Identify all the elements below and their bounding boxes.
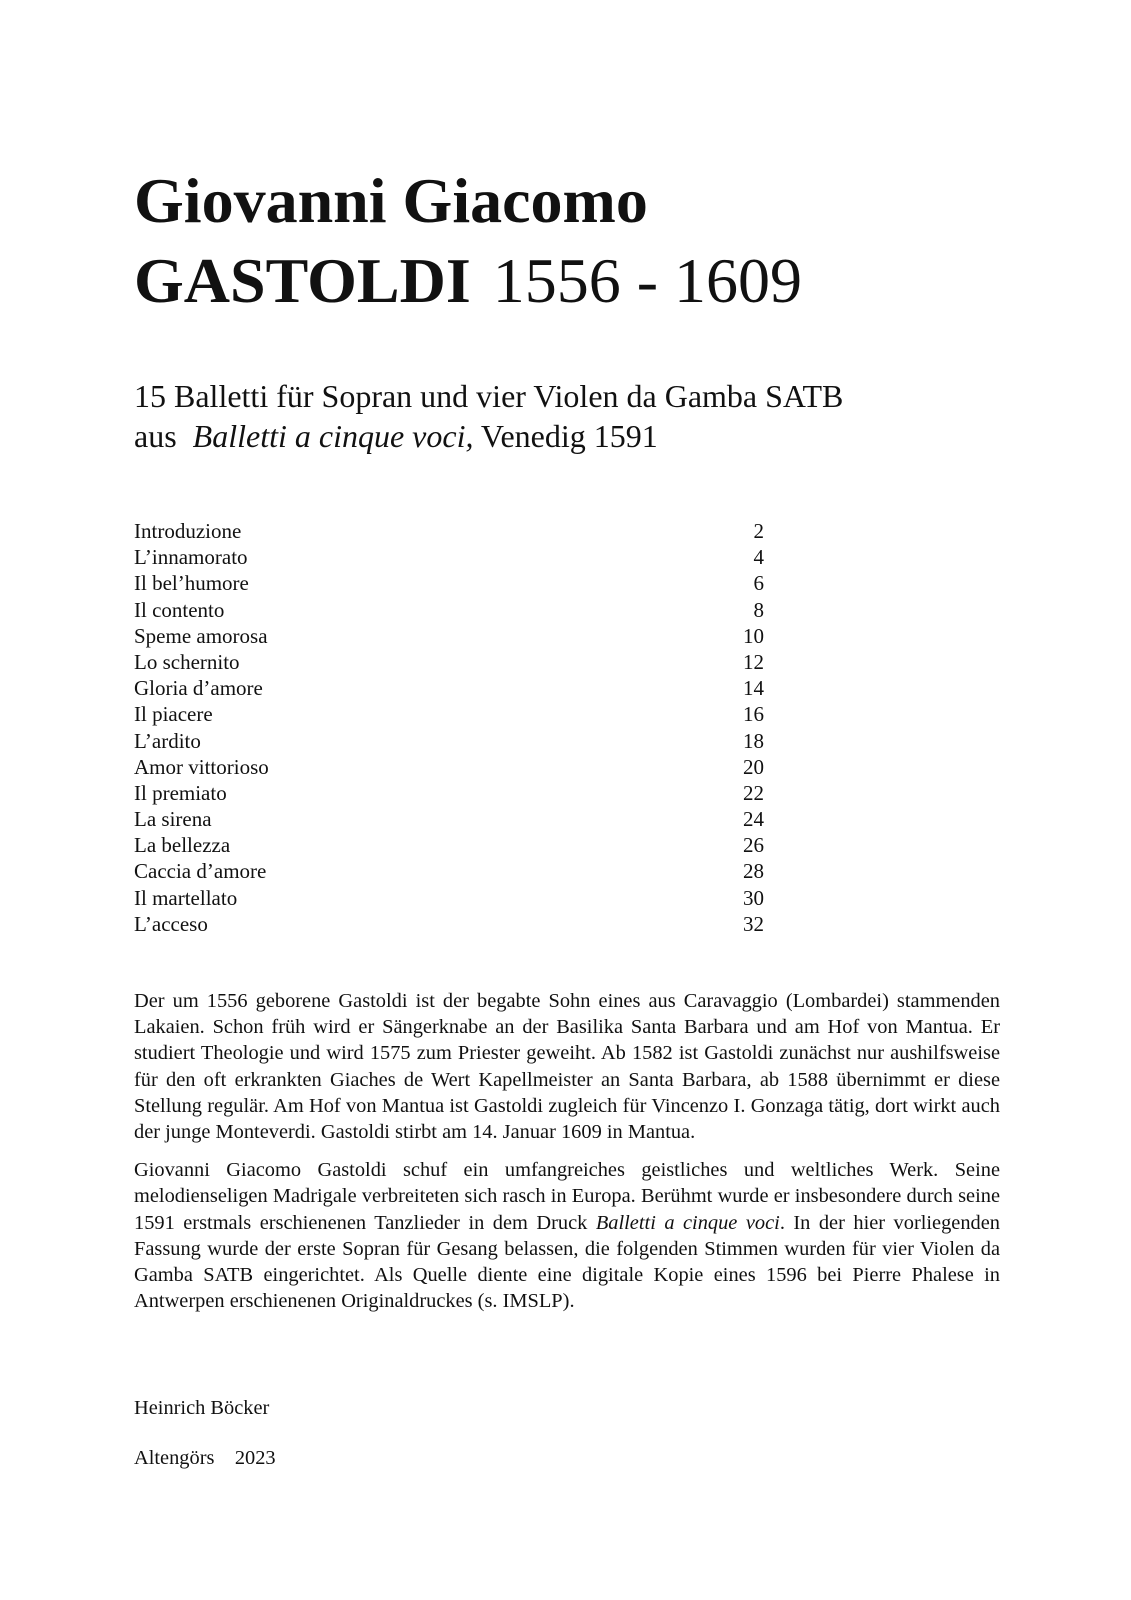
subtitle-suffix: Venedig 1591: [480, 418, 658, 454]
toc-entry-page: 16: [743, 702, 764, 727]
toc-entry: [134, 832, 764, 858]
toc-entry-title: L’acceso: [134, 911, 208, 936]
subtitle: [134, 376, 843, 456]
bio-paragraph-2-part-2: . In der hier vorliegenden Fassung wurde der erste Sopran für Gesang belassen, die folgenden Stimmen wurden für vier Violen da Gamba SATB eingerichtet. Als Quelle diente eine digitale Kopie eines 1596 bei Pierre Phalese in Antwerpen erschienenen Originaldruckes (s. IMSLP).: [134, 1211, 1000, 1313]
place-and-year: [134, 1445, 276, 1471]
subtitle-prefix: aus: [134, 418, 177, 454]
toc-entry: [134, 754, 764, 780]
place: Altengörs: [134, 1447, 215, 1469]
toc-entry-page: 20: [743, 754, 764, 779]
table-of-contents: [134, 518, 764, 937]
toc-entry-title: Lo schernito: [134, 649, 240, 674]
toc-entry: [134, 858, 764, 884]
toc-entry: [134, 623, 764, 649]
toc-entry-page: 28: [743, 859, 764, 884]
bio-paragraph-2: [134, 1157, 1000, 1314]
toc-entry: [134, 780, 764, 806]
toc-entry: [134, 911, 764, 937]
toc-entry-page: 30: [743, 885, 764, 910]
toc-entry-title: L’ardito: [134, 728, 201, 753]
toc-entry-page: 14: [743, 676, 764, 701]
source-title: Balletti a cinque voci,: [192, 418, 474, 454]
biography: [134, 988, 1000, 1326]
toc-entry-page: 22: [743, 780, 764, 805]
toc-entry-title: Speme amorosa: [134, 623, 268, 648]
toc-entry-page: 12: [743, 649, 764, 674]
toc-entry-page: 10: [743, 623, 764, 648]
toc-entry: [134, 649, 764, 675]
toc-entry-title: La bellezza: [134, 833, 231, 858]
toc-entry: [134, 570, 764, 596]
composer-surname-line: [134, 245, 802, 317]
toc-entry-page: 8: [753, 597, 764, 622]
bio-paragraph-1: Der um 1556 geborene Gastoldi ist der begabte Sohn eines aus Caravaggio (Lombardei) stammenden Lakaien. Schon früh wird er Sängerknabe an der Basilika Santa Barbara und am Hof von Mantua. Er studiert Theologie und wird 1575 zum Priester geweiht. Ab 1582 ist Gastoldi zunächst nur aushilfsweise für den oft erkrankten Giaches de Wert Kapellmeister an Santa Barbara, ab 1588 übernimmt er diese Stellung regulär. Am Hof von Mantua ist Gastoldi zugleich für Vincenzo I. Gonzaga tätig, dort wirkt auch der junge Monteverdi. Gastoldi stirbt am 14. Januar 1609 in Mantua.: [134, 990, 1000, 1144]
toc-entry-title: Il bel’humore: [134, 571, 249, 596]
toc-entry: [134, 885, 764, 911]
toc-entry-title: Gloria d’amore: [134, 676, 263, 701]
subtitle-line2: [134, 416, 843, 456]
toc-entry-page: 26: [743, 833, 764, 858]
bio-source-title: Balletti a cinque voci: [595, 1211, 780, 1234]
toc-entry-page: 18: [743, 728, 764, 753]
toc-entry: [134, 544, 764, 570]
toc-entry: [134, 675, 764, 701]
toc-entry: [134, 518, 764, 544]
toc-entry-title: Il martellato: [134, 885, 238, 910]
toc-entry-page: 24: [743, 807, 764, 832]
toc-entry-title: Introduzione: [134, 519, 242, 543]
toc-entry-title: L’innamorato: [134, 545, 248, 570]
composer-first-names: Giovanni Giacomo: [134, 165, 648, 236]
toc-entry-title: Caccia d’amore: [134, 859, 267, 884]
toc-entry: [134, 597, 764, 623]
composer-surname: GASTOLDI: [134, 245, 471, 316]
toc-entry-title: Il contento: [134, 597, 225, 622]
toc-entry-title: Amor vittorioso: [134, 754, 269, 779]
toc-entry-page: 32: [743, 911, 764, 936]
bio-paragraph-2-part-1: Giovanni Giacomo Gastoldi schuf ein umfangreiches geistliches und weltliches Werk. Seine melodienseligen Madrigale verbreiteten sich rasch in Europa. Berühmt wurde er insbesondere durch seine 1591 erstmals erschienenen Tanzlieder in dem Druck: [134, 1159, 1000, 1234]
toc-entry-title: Il premiato: [134, 780, 227, 805]
subtitle-line1: 15 Balletti für Sopran und vier Violen da Gamba SATB: [134, 378, 844, 414]
toc-entry-page: 6: [753, 571, 764, 596]
toc-entry: [134, 806, 764, 832]
toc-entry-page: 4: [753, 545, 764, 570]
toc-entry-title: La sirena: [134, 807, 212, 832]
composer-years: 1556 - 1609: [492, 245, 803, 316]
year: 2023: [234, 1447, 276, 1469]
author-name: Heinrich Böcker: [134, 1397, 270, 1419]
toc-entry: [134, 728, 764, 754]
toc-entry-page: 2: [753, 519, 764, 543]
toc-entry-title: Il piacere: [134, 702, 213, 727]
toc-entry: [134, 701, 764, 727]
